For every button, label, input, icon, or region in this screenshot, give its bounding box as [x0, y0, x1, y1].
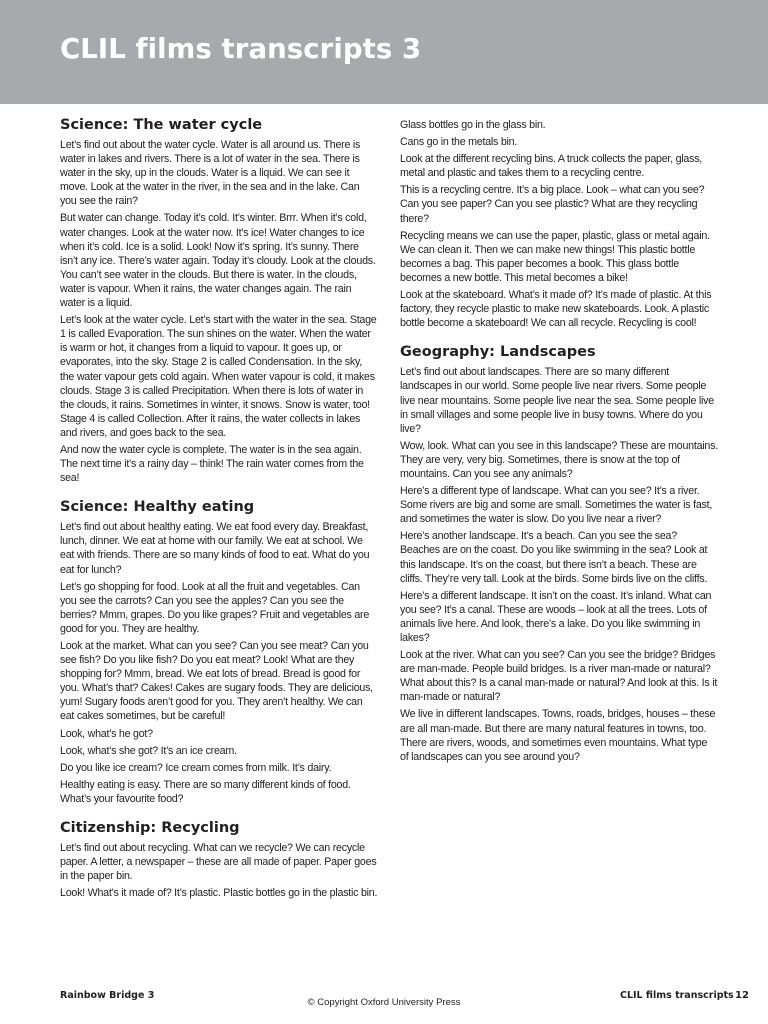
section-title: Citizenship: Recycling [60, 820, 240, 837]
paragraph: Here’s another landscape. It’s a beach. Can you see the sea? Beaches are on the coast. Do you like swimming in the sea? Look at this landscape. It’s on the coast, but there isn’t a beach. These are cliffs. They’re very tall. Look at the birds. Some birds live on the cliffs. [400, 530, 708, 585]
paragraph: Look at the river. What can you see? Can you see the bridge? Bridges are man-made. People build bridges. Is a river man-made or natural? What about this? Is a canal man-made or natural? And look at this. Is it man-made or natural? [400, 649, 718, 704]
paragraph: Here’s a different landscape. It isn’t on the coast. It’s inland. What can you see? It’s a canal. These are woods – look at all the trees. Lots of animals live here. And look, there’s a lake. Do you like swimming in lakes? [400, 589, 712, 644]
section-recycling [60, 819, 378, 900]
paragraph: We live in different landscapes. Towns, roads, bridges, houses – these are all man-made. But there are many natural features in towns, too. There are rivers, woods, and sometimes even mountains. What type of landscapes can you see around you? [400, 708, 716, 763]
left-column [60, 116, 378, 903]
page-title: CLIL films transcripts 3 [60, 33, 422, 65]
paragraph: Let’s find out about the water cycle. Water is all around us. There is water in lakes and rivers. There is a lot of water in the sea. There is water in the sky, up in the clouds. Water is a liquid. We can see it move. Look at the water in the river, in the sea and in the lake. Can you see the rain? [60, 139, 361, 208]
paragraph: Recycling means we can use the paper, plastic, glass or metal again. We can clean it. Then we can make new things! This plastic bottle becomes a bag. This paper becomes a book. This glass bottle becomes a new bottle. This metal becomes a bike! [400, 229, 710, 284]
paragraph: Let’s go shopping for food. Look at all the fruit and vegetables. Can you see the carrots? Can you see the apples? Can you see the berries? Mmm, grapes. Do you like grapes? Fruit and vegetables are good for you. They are healthy. [60, 580, 370, 635]
right-column [400, 118, 718, 767]
paragraph: This is a recycling centre. It’s a big place. Look – what can you see? Can you see paper? Can you see plastic? What are they recycling there? [400, 184, 705, 225]
paragraph: Here’s a different type of landscape. What can you see? It’s a river. Some rivers are big and some are small. Sometimes the water is fast, and sometimes the water is slow. Do you live near a river? [400, 485, 713, 526]
paragraph: Look at the different recycling bins. A truck collects the paper, glass, metal and plastic and takes them to a recycling centre. [400, 153, 703, 180]
paragraph: Let’s find out about recycling. What can we recycle? We can recycle paper. A letter, a newspaper – these are all made of paper. Paper goes in the paper bin. [60, 842, 377, 883]
section-healthy-eating [60, 498, 378, 806]
paragraph: Let’s find out about healthy eating. We eat food every day. Breakfast, lunch, dinner. We eat at home with our family. We eat at school. We eat with friends. There are so many kinds of food to eat. What do you eat for lunch? [60, 521, 370, 576]
section-title: Science: The water cycle [60, 117, 263, 133]
paragraph: Look at the skateboard. What’s it made of? It’s made of plastic. At this factory, they recycle plastic to make new skateboards. Look. A plastic bottle become a skateboard! We can all recycle. Recycling is cool! [400, 289, 712, 330]
footer-book-title: Rainbow Bridge 3 [60, 990, 155, 1001]
paragraph: Look! What’s it made of? It’s plastic. Plastic bottles go in the plastic bin. [60, 887, 378, 900]
paragraph: Do you like ice cream? Ice cream comes from milk. It’s dairy. [60, 761, 332, 774]
paragraph: But water can change. Today it’s cold. It’s winter. Brrr. When it’s cold, water changes. Look at the water now. It’s ice! Water changes to ice when it’s cold. Ice is a solid. Look! Now it’s spring. It’s sunny. There isn’t any ice. There’s water again. Today it’s cloudy. Look at the clouds. You can’t see water in the clouds. But there is water. In the clouds, water is vapour. When it rains, the water changes again. The rain water is a liquid. [60, 212, 376, 310]
section-title: Science: Healthy eating [60, 499, 255, 516]
paragraph: Cans go in the metals bin. [400, 136, 518, 149]
paragraph: And now the water cycle is complete. The water is in the sea again. The next time it’s a rainy day – think! The rain water comes from the sea! [60, 443, 364, 485]
section-recycling-continued [400, 118, 718, 330]
page-number: 12 [735, 990, 749, 1001]
section-title: Geography: Landscapes [400, 344, 596, 361]
footer-copyright: © Copyright Oxford University Press [307, 997, 461, 1008]
paragraph: Look at the market. What can you see? Can you see meat? Can you see fish? Do you like fish? Do you eat meat? Look! What are they shopping for? Mmm, bread. We eat lots of bread. Bread is good for you. What’s that? Cakes! Cakes are sugary foods. They are delicious, yum! Sugary foods aren’t good for you. They aren’t healthy. We can eat cakes sometimes, but be careful! [60, 640, 373, 723]
paragraph: Look, what’s he got? [60, 727, 153, 740]
footer-document-title: CLIL films transcripts [620, 990, 734, 1001]
paragraph: Healthy eating is easy. There are so many different kinds of food. What’s your favourite food? [60, 778, 351, 805]
paragraph: Let’s find out about landscapes. There are so many different landscapes in our world. Some people live near rivers. Some people live near mountains. Some people live near the sea. Some people live in small villages and some people live in busy towns. Where do you live? [400, 366, 714, 435]
paragraph: Look, what’s she got? It’s an ice cream. [60, 744, 237, 757]
section-landscapes [400, 343, 718, 764]
header-banner [0, 0, 768, 104]
paragraph: Wow, look. What can you see in this landscape? These are mountains. They are very, very big. Sometimes, there is snow at the top of mountains. Can you see any animals? [400, 439, 718, 480]
paragraph: Glass bottles go in the glass bin. [400, 119, 546, 131]
section-water-cycle [60, 116, 378, 485]
paragraph: Let’s look at the water cycle. Let’s start with the water in the sea. Stage 1 is called Evaporation. The sun shines on the water. When the water is warm or hot, it changes from a liquid to vapour. It goes up, or evaporates, into the sky. Stage 2 is called Condensation. In the sky, the water vapour gets cold again. When water vapour is cold, it makes clouds. Stage 3 is called Precipitation. When there is lots of water in the clouds, it rains. Sometimes in winter, it snows. Snow is water, too! Stage 4 is called Collection. After it rains, the water collects in lakes and rivers, and goes back to the sea. [60, 314, 377, 439]
